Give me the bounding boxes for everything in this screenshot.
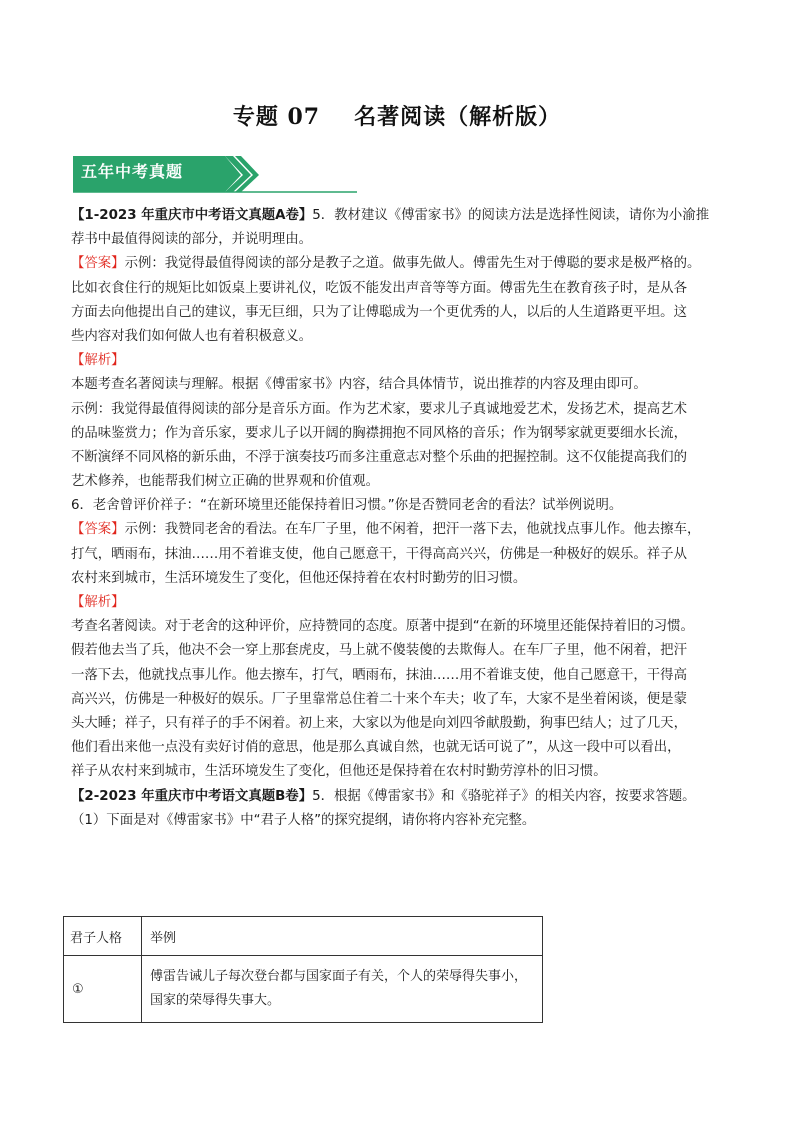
answer-line: 打气，晒雨布，抹油……用不着谁支使，他自己愿意干，干得高高兴兴，仿佛是一种极好的娱乐。祥子从 xyxy=(71,546,687,562)
table-cell-blank: ① xyxy=(64,956,142,1023)
analysis-line: 祥子从农村来到城市，生活环境发生了变化，但他还是保持着在农村时勤劳淳朴的旧习惯。 xyxy=(71,764,607,780)
answer-line: 农村来到城市，生活环境发生了变化，但他还保持着在农村时勤劳的旧习惯。 xyxy=(71,570,527,586)
table-header-row xyxy=(64,917,543,956)
answer-line: 方面去向他提出自己的建议，事无巨细，只为了让傅聪成为一个更优秀的人，以后的人生道路更平坦。这 xyxy=(71,304,687,320)
answer-line xyxy=(71,252,751,276)
outline-table xyxy=(63,916,543,1023)
answer-tag: 【答案】 xyxy=(71,522,125,538)
question-text: 5．教材建议《傅雷家书》的阅读方法是选择性阅读，请你为小渝推 xyxy=(312,208,710,223)
question-line: 6．老舍曾评价祥子：“在新环境里还能保持着旧习惯。”你是否赞同老舍的看法？试举例说明。 xyxy=(71,498,623,514)
analysis-line: 高兴兴，仿佛是一种极好的娱乐。厂子里靠常总住着二十来个车夫；收了车，大家不是坐着闲谈，便是蒙 xyxy=(71,691,687,707)
table-header-cell: 举例 xyxy=(142,917,543,956)
analysis-line: 本题考查名著阅读与理解。根据《傅雷家书》内容，结合具体情节，说出推荐的内容及理由即可。 xyxy=(71,377,647,393)
analysis-line: 艺术修养，也能帮我们树立正确的世界观和价值观。 xyxy=(71,474,379,490)
answer-line: 比如衣食住行的规矩比如饭桌上要讲礼仪，吃饭不能发出声音等等方面。傅雷先生在教育孩子时，是从各 xyxy=(71,280,687,296)
question-line: 荐书中最值得阅读的部分，并说明理由。 xyxy=(71,232,313,248)
page-title xyxy=(0,100,794,131)
answer-line xyxy=(71,518,751,542)
table-header-cell: 君子人格 xyxy=(64,917,142,956)
analysis-line: 假若他去当了兵，他决不会一穿上那套虎皮，马上就不傻装傻的去欺侮人。在车厂子里，他不闲着，把汗 xyxy=(71,643,687,659)
table-cell-example: 傅雷告诫儿子每次登台都与国家面子有关，个人的荣辱得失事小，国家的荣辱得失事大。 xyxy=(142,956,543,1023)
analysis-line: 考查名著阅读。对于老舍的这种评价，应持赞同的态度。原著中提到“在新的环境里还能保持着旧的习惯。 xyxy=(71,619,694,635)
question-text: 5．根据《傅雷家书》和《骆驼祥子》的相关内容，按要求答题。 xyxy=(312,788,696,804)
table-row xyxy=(64,956,543,1023)
question-source: 【1-2023 年重庆市中考语文真题A卷】 xyxy=(71,208,313,223)
topic-title: 名著阅读（解析版） xyxy=(354,104,562,130)
answer-text: 示例：我觉得最值得阅读的部分是教子之道。做事先做人。傅雷先生对于傅聪的要求是极严格的。 xyxy=(124,256,701,272)
analysis-line: 示例：我觉得最值得阅读的部分是音乐方面。作为艺术家，要求儿子真诚地爱艺术，发扬艺术，提高艺术 xyxy=(71,401,687,417)
document-body xyxy=(71,204,751,833)
topic-number: 专题 07 xyxy=(232,104,321,130)
section-banner xyxy=(73,156,357,194)
question-line xyxy=(71,785,751,809)
analysis-line: 一落下去，他就找点事儿作。他去擦车，打气，晒雨布，抹油……用不着谁支使，他自己愿意干，干得高 xyxy=(71,667,687,683)
answer-line: 些内容对我们如何做人也有着积极意义。 xyxy=(71,328,313,344)
analysis-line: 他们看出来他一点没有卖好讨俏的意思，他是那么真诚自然，也就无话可说了”，从这一段中可以看出， xyxy=(71,740,681,756)
analysis-line: 的品味鉴赏力；作为音乐家，要求儿子以开阔的胸襟拥抱不同风格的音乐；作为钢琴家就更要细水长流， xyxy=(71,425,687,441)
analysis-tag: 【解析】 xyxy=(71,595,125,610)
question-source: 【2-2023 年重庆市中考语文真题B卷】 xyxy=(71,788,313,804)
question-line xyxy=(71,204,751,228)
analysis-line: 不断演绎不同风格的新乐曲，不浮于演奏技巧而多注重意志对整个乐曲的把握控制。这不仅能提高我们的 xyxy=(71,449,687,465)
analysis-tag: 【解析】 xyxy=(71,353,125,369)
answer-text: 示例：我赞同老舍的看法。在车厂子里，他不闲着，把汗一落下去，他就找点事儿作。他去擦车， xyxy=(124,522,701,538)
analysis-line: 头大睡；祥子，只有祥子的手不闲着。初上来，大家以为他是向刘四爷献殷勤，狗事巴结人；过了几天， xyxy=(71,715,687,731)
banner-label: 五年中考真题 xyxy=(81,162,184,181)
sub-question-line: （1）下面是对《傅雷家书》中“君子人格”的探究提纲，请你将内容补充完整。 xyxy=(71,812,536,828)
answer-tag: 【答案】 xyxy=(71,256,125,272)
